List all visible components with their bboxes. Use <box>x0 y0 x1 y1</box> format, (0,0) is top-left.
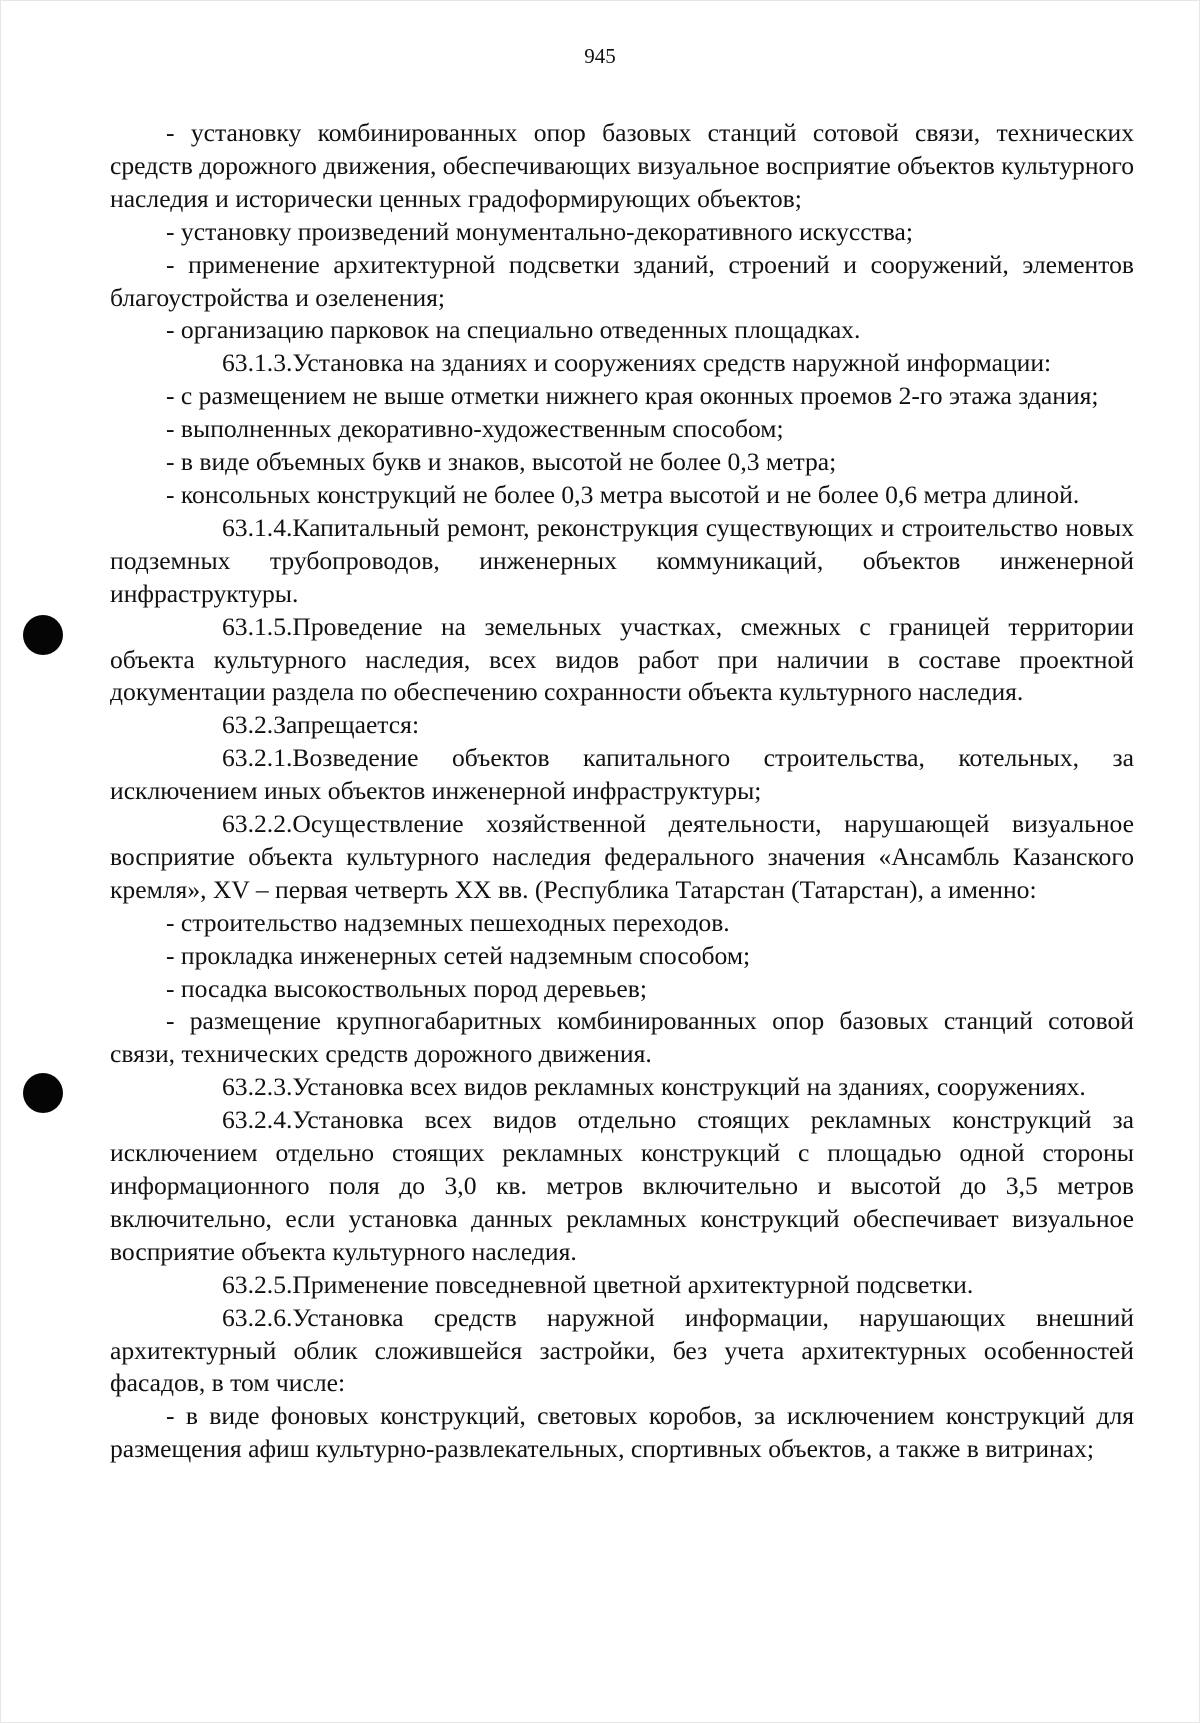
punch-hole-mark <box>23 1073 63 1113</box>
paragraph-text: - в виде объемных букв и знаков, высотой не более 0,3 метра; <box>166 447 837 477</box>
paragraph-text: - прокладка инженерных сетей надземным способом; <box>166 940 751 970</box>
paragraph <box>110 973 1134 1006</box>
paragraph <box>110 709 1134 742</box>
clause-number: 63.1.3. <box>222 348 293 378</box>
paragraph <box>110 1400 1134 1466</box>
paragraph <box>110 216 1134 249</box>
paragraph-text: - организацию парковок на специально отведенных площадках. <box>166 315 861 345</box>
paragraph <box>110 742 1134 808</box>
paragraph <box>110 249 1134 315</box>
paragraph-text: Установка средств наружной информации, нарушающих внешний архитектурный облик сложившейся застройки, без учета архитектурных особенностей фасадов, в том числе: <box>110 1302 1134 1398</box>
paragraph-text: Возведение объектов капитального строительства, котельных, за исключением иных объектов инженерной инфраструктуры; <box>110 743 1134 806</box>
paragraph-text: Капитальный ремонт, реконструкция существующих и строительство новых подземных трубопроводов, инженерных коммуникаций, объектов инженерной инфраструктуры. <box>110 512 1134 608</box>
paragraph <box>110 1302 1134 1401</box>
paragraph-text: - применение архитектурной подсветки зданий, строений и сооружений, элементов благоустройства и озеленения; <box>110 249 1134 312</box>
paragraph-text: - посадка высокоствольных пород деревьев; <box>166 973 647 1003</box>
paragraph-text: - консольных конструкций не более 0,3 метра высотой и не более 0,6 метра длиной. <box>166 479 1080 509</box>
paragraph-text: Проведение на земельных участках, смежных с границей территории объекта культурного наследия, всех видов работ при наличии в составе проектной документации раздела по обеспечению сохранности объекта культурного наследия. <box>110 611 1134 707</box>
paragraph <box>110 808 1134 907</box>
paragraph <box>110 117 1134 216</box>
paragraph-text: Осуществление хозяйственной деятельности, нарушающей визуальное восприятие объекта культурного наследия федерального значения «Ансамбль Казанского кремля», XV – первая четверть XX вв. (Республика Татарстан (Татарстан), а именно: <box>110 809 1134 904</box>
paragraph <box>110 314 1134 347</box>
punch-hole-mark <box>23 615 63 655</box>
clause-number: 63.2.6. <box>222 1302 293 1332</box>
paragraph-text: Установка всех видов отдельно стоящих рекламных конструкций за исключением отдельно стоящих рекламных конструкций с площадью одной стороны информационного поля до 3,0 кв. метров включительно и высотой до 3,5 метров включительно, если установка данных рекламных конструкций обеспечивает визуальное восприятие объекта культурного наследия. <box>110 1105 1134 1266</box>
paragraph <box>110 1269 1134 1302</box>
paragraph-text: - размещение крупногабаритных комбинированных опор базовых станций сотовой связи, технических средств дорожного движения. <box>110 1006 1134 1069</box>
clause-number: 63.1.4. <box>222 512 293 542</box>
clause-number: 63.2.5. <box>222 1269 293 1299</box>
clause-number: 63.2.3. <box>222 1072 293 1102</box>
paragraph <box>110 611 1134 710</box>
paragraph <box>110 512 1134 611</box>
paragraph-text: Установка на зданиях и сооружениях средств наружной информации: <box>292 348 1052 378</box>
paragraph-text: - строительство надземных пешеходных переходов. <box>166 907 730 937</box>
paragraph <box>110 1005 1134 1071</box>
paragraph-text: - установку произведений монументально-декоративного искусства; <box>166 216 914 246</box>
clause-number: 63.2. <box>222 710 274 740</box>
clause-number: 63.2.2. <box>222 809 293 839</box>
paragraph-text: Запрещается: <box>273 710 420 740</box>
paragraph <box>110 1104 1134 1269</box>
clause-number: 63.1.5. <box>222 611 293 641</box>
paragraph <box>110 347 1134 380</box>
paragraph-text: - установку комбинированных опор базовых станций сотовой связи, технических средств дорожного движения, обеспечивающих визуальное восприятие объектов культурного наследия и исторически ценных градоформирующих объектов; <box>110 118 1134 213</box>
document-body <box>110 117 1134 1466</box>
paragraph <box>110 446 1134 479</box>
paragraph <box>110 1071 1134 1104</box>
clause-number: 63.2.1. <box>222 743 293 773</box>
page-number: 945 <box>584 44 616 68</box>
paragraph-text: - с размещением не выше отметки нижнего края оконных проемов 2-го этажа здания; <box>166 381 1099 411</box>
paragraph-text: - в виде фоновых конструкций, световых коробов, за исключением конструкций для размещения афиш культурно-развлекательных, спортивных объектов, а также в витринах; <box>110 1401 1134 1464</box>
paragraph <box>110 940 1134 973</box>
paragraph-text: - выполненных декоративно-художественным способом; <box>166 414 784 444</box>
paragraph <box>110 380 1134 413</box>
paragraph <box>110 413 1134 446</box>
paragraph-text: Установка всех видов рекламных конструкций на зданиях, сооружениях. <box>292 1072 1086 1102</box>
paragraph-text: Применение повседневной цветной архитектурной подсветки. <box>292 1269 974 1299</box>
clause-number: 63.2.4. <box>222 1105 293 1135</box>
paragraph <box>110 907 1134 940</box>
paragraph <box>110 479 1134 512</box>
